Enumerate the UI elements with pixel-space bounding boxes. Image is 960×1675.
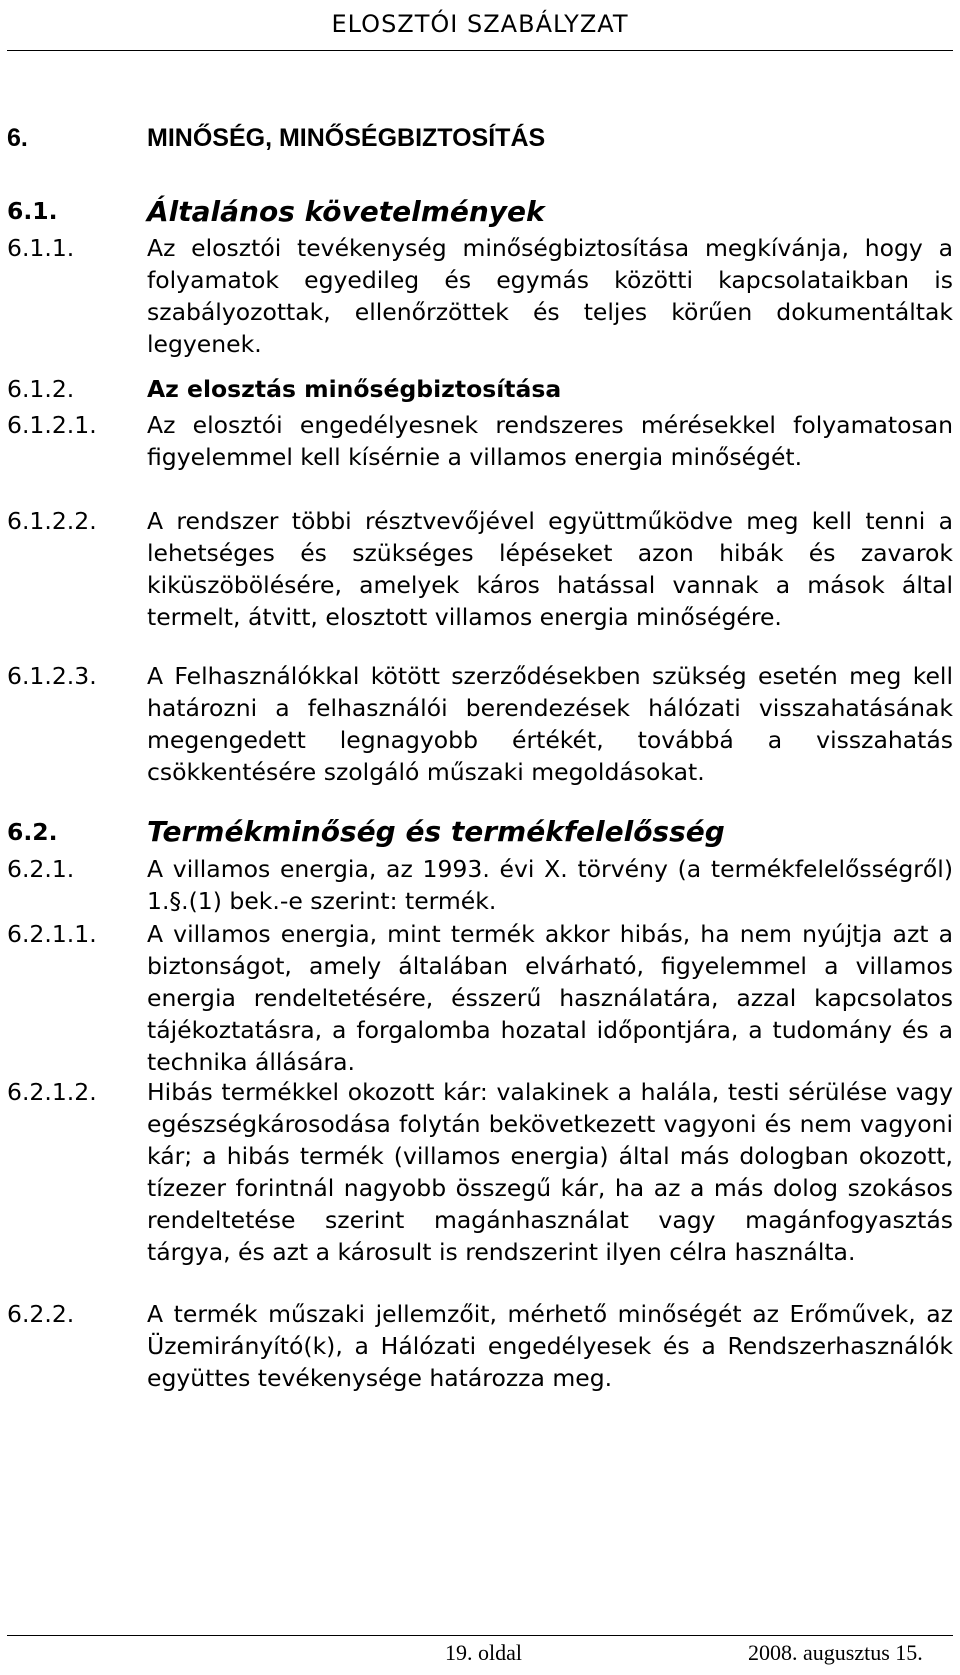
paragraph-text: Hibás termékkel okozott kár: valakinek a halála, testi sérülése vagy egészségkárosodása folytán bekövetkezett vagyoni és nem vagyoni kár; a hibás termék (villamos energia) által más dologban okozott, tízezer forintnál nagyobb összegű kár, ha az a más dolog szokásos rendeltetése szerint magánhasználat vagy magánfogyasztás tárgya, és azt a károsult is rendszerint ilyen célra használta.: [147, 1078, 953, 1266]
paragraph-number: 6.1.2.3.: [7, 662, 97, 690]
paragraph-text: A villamos energia, az 1993. évi X. törvény (a termékfelelősségről) 1.§.(1) bek.-e szerint: termék.: [147, 855, 953, 915]
paragraph-number: 6.2.1.: [7, 855, 75, 883]
page-number: 19. oldal: [445, 1640, 522, 1665]
running-header: ELOSZTÓI SZABÁLYZAT: [331, 10, 629, 38]
section-title: Az elosztás minőségbiztosítása: [147, 375, 562, 403]
paragraph-text: Az elosztói tevékenység minőségbiztosítása megkívánja, hogy a folyamatok egyedileg és egymás közötti kapcsolataikban is szabályozottak, ellenőrzöttek és teljes körűen dokumentáltak legyenek.: [147, 234, 953, 358]
paragraph-number: 6.1.2.1.: [7, 411, 97, 439]
chapter-title: MINŐSÉG, MINŐSÉGBIZTOSÍTÁS: [147, 124, 546, 152]
paragraph-text: A Felhasználókkal kötött szerződésekben szükség esetén meg kell határozni a felhasználói berendezések hálózati visszahatásának megengedett legnagyobb értékét, továbbá a visszahatás csökkentésére szolgáló műszaki megoldásokat.: [147, 662, 953, 786]
section-title: Termékminőség és termékfelelősség: [147, 815, 725, 848]
paragraph-text: A villamos energia, mint termék akkor hibás, ha nem nyújtja azt a biztonságot, amely általában elvárható, figyelemmel a villamos energia rendeltetésére, ésszerű használatára, azzal kapcsolatos tájékoztatásra, a forgalomba hozatal időpontjára, a tudomány és a technika állására.: [147, 920, 953, 1076]
chapter-number: 6.: [7, 124, 28, 152]
paragraph-number: 6.2.1.1.: [7, 920, 97, 948]
paragraph-number: 6.1.1.: [7, 234, 75, 262]
section-title: Általános követelmények: [147, 195, 545, 228]
header-rule: [7, 50, 953, 51]
paragraph-text: A termék műszaki jellemzőit, mérhető minőségét az Erőművek, az Üzemirányító(k), a Hálózati engedélyesek és a Rendszerhasználók együttes tevékenysége határozza meg.: [147, 1300, 953, 1392]
section-number: 6.2.: [7, 818, 58, 846]
paragraph-text: A rendszer többi résztvevőjével együttműködve meg kell tenni a lehetséges és szükséges lépéseket azon hibák és zavarok kiküszöbölésére, amelyek káros hatással vannak a mások által termelt, átvitt, elosztott villamos energia minőségére.: [147, 507, 953, 631]
document-date: 2008. augusztus 15.: [748, 1640, 923, 1665]
section-number: 6.1.: [7, 197, 58, 225]
footer-rule: [7, 1635, 953, 1636]
paragraph-number: 6.2.2.: [7, 1300, 75, 1328]
paragraph-text: Az elosztói engedélyesnek rendszeres mérésekkel folyamatosan figyelemmel kell kísérnie a villamos energia minőségét.: [147, 411, 953, 471]
paragraph-number: 6.2.1.2.: [7, 1078, 97, 1106]
section-number: 6.1.2.: [7, 375, 75, 403]
paragraph-number: 6.1.2.2.: [7, 507, 97, 535]
